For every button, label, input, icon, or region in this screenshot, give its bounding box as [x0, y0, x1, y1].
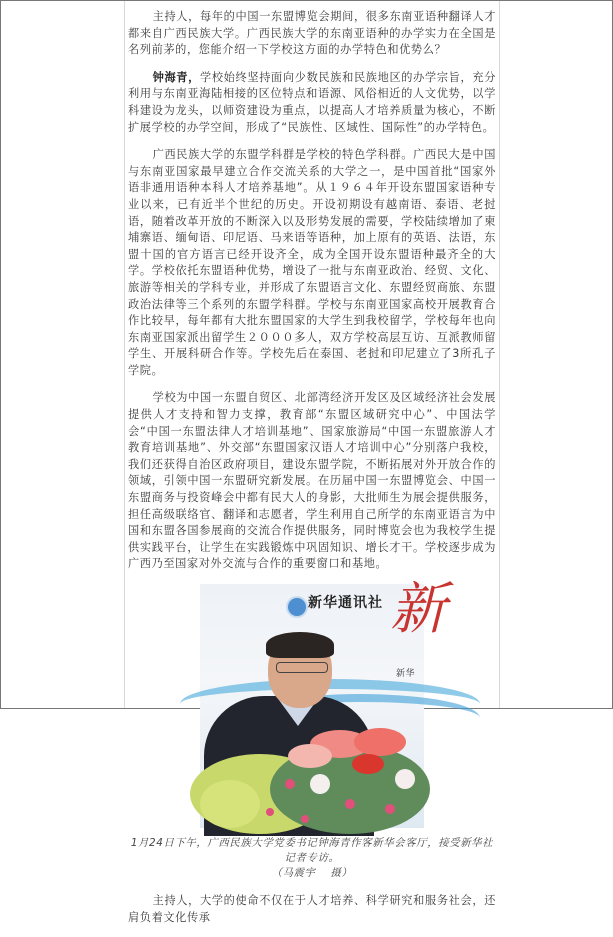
- paragraph-answer-3: [128, 390, 496, 573]
- page-border-right: [499, 1, 500, 708]
- article-body: [128, 9, 496, 937]
- caption-credit: （马震宇 摄）: [271, 867, 353, 879]
- banner-big-char: 新: [390, 577, 447, 642]
- paragraph-answer-1: [128, 70, 496, 136]
- paragraph-text: 学校始终坚持面向少数民族和民族地区的办学宗旨，充分利用与东南亚海陆相接的区位特点和语源、风俗相近的人文优势，以学科建设为龙头，以师资建设为重点，以提高人才培养质量为核心，不断扩展学校的办学空间，形成了“民族性、区域性、国际性”的办学特色。: [128, 70, 496, 134]
- xinhua-logo-icon: [286, 596, 308, 618]
- person-hair: [266, 632, 334, 658]
- paragraph-answer-2: [128, 147, 496, 379]
- page-border-left: [124, 1, 125, 708]
- paragraph-host-question-2: [128, 893, 496, 926]
- person-glasses: [276, 662, 328, 673]
- paragraph-text: 主持人，每年的中国一东盟博览会期间，很多东南亚语种翻译人才都来自广西民族大学。广西民族大学的东南亚语种的办学实力在全国是名列前茅的，您能介绍一下学校这方面的办学特色和优势么？: [128, 10, 496, 57]
- banner-text: 新华通讯社: [308, 595, 383, 611]
- article-photo: [200, 577, 447, 828]
- photo-caption: [128, 836, 496, 881]
- paragraph-text: 广西民族大学的东盟学科群是学校的特色学科群。广西民大是中国与东南亚国家最早建立合作交流关系的大学之一，是中国首批“国家外语非通用语种本科人才培养基地”。从１９６４年开设东盟国家语种专业以来，已有近半个世纪的历史。开设初期设有越南语、泰语、老挝语，随着改革开放的不断深入以及形势发展的需要，学校陆续增加了柬埔寨语、缅甸语、印尼语、马来语等语种，加上原有的英语、法语，东盟十国的官方语言已经开设齐全，成为全国开设东盟语种最齐全的大学。学校依托东盟语种优势，增设了一批与东南亚政治、经贸、文化、旅游等相关的学科专业，并形成了东盟语言文化、东盟经贸商旅、东盟政治法律等三个系列的东盟学科群。学校与东南亚国家高校开展教育合作比较早，每年都有大批东盟国家的大学生到我校留学，学校每年也向东南亚国家派出留学生２０００多人，双方学校高层互访、互派教师留学生、开展科研合作等。学校先后在泰国、老挝和印尼建立了3所孔子学院。: [128, 148, 496, 377]
- caption-line: 1月24日下午，广西民族大学党委书记钟海青作客新华会客厅，接受新华社记者专访。: [130, 837, 494, 864]
- speaker-name: 钟海青，: [152, 70, 200, 84]
- flower-arrangement: [200, 724, 424, 828]
- banner-small-text: 新华: [396, 669, 416, 679]
- paragraph-text: 学校为中国一东盟自贸区、北部湾经济开发区及区域经济社会发展提供人才支持和智力支撑，教育部“东盟区域研究中心”、中国法学会“中国一东盟法律人才培训基地”、国家旅游局“中国一东盟旅游人才教育培训基地”、外交部“东盟国家汉语人才培训中心”分别落户我校，我们还获得自治区政府项目，建设东盟学院，不断拓展对外开放合作的领域，引领中国一东盟研究新发展。在历届中国一东盟博览会、中国一东盟商务与投资峰会中都有民大人的身影，大批师生为展会提供服务，担任高级联络官、翻译和志愿者，学生利用自己所学的东南亚语言为中国和东盟各国参展商的交流合作提供服务，同时博览会也为我校学生提供实践平台，让学生在实践锻炼中巩固知识、增长才干。学校逐步成为广西乃至国家对外交流与合作的重要窗口和基地。: [128, 391, 496, 571]
- paragraph-text: 主持人，大学的使命不仅在于人才培养、科学研究和服务社会，还肩负着文化传承: [128, 894, 496, 924]
- paragraph-host-question-1: [128, 9, 496, 59]
